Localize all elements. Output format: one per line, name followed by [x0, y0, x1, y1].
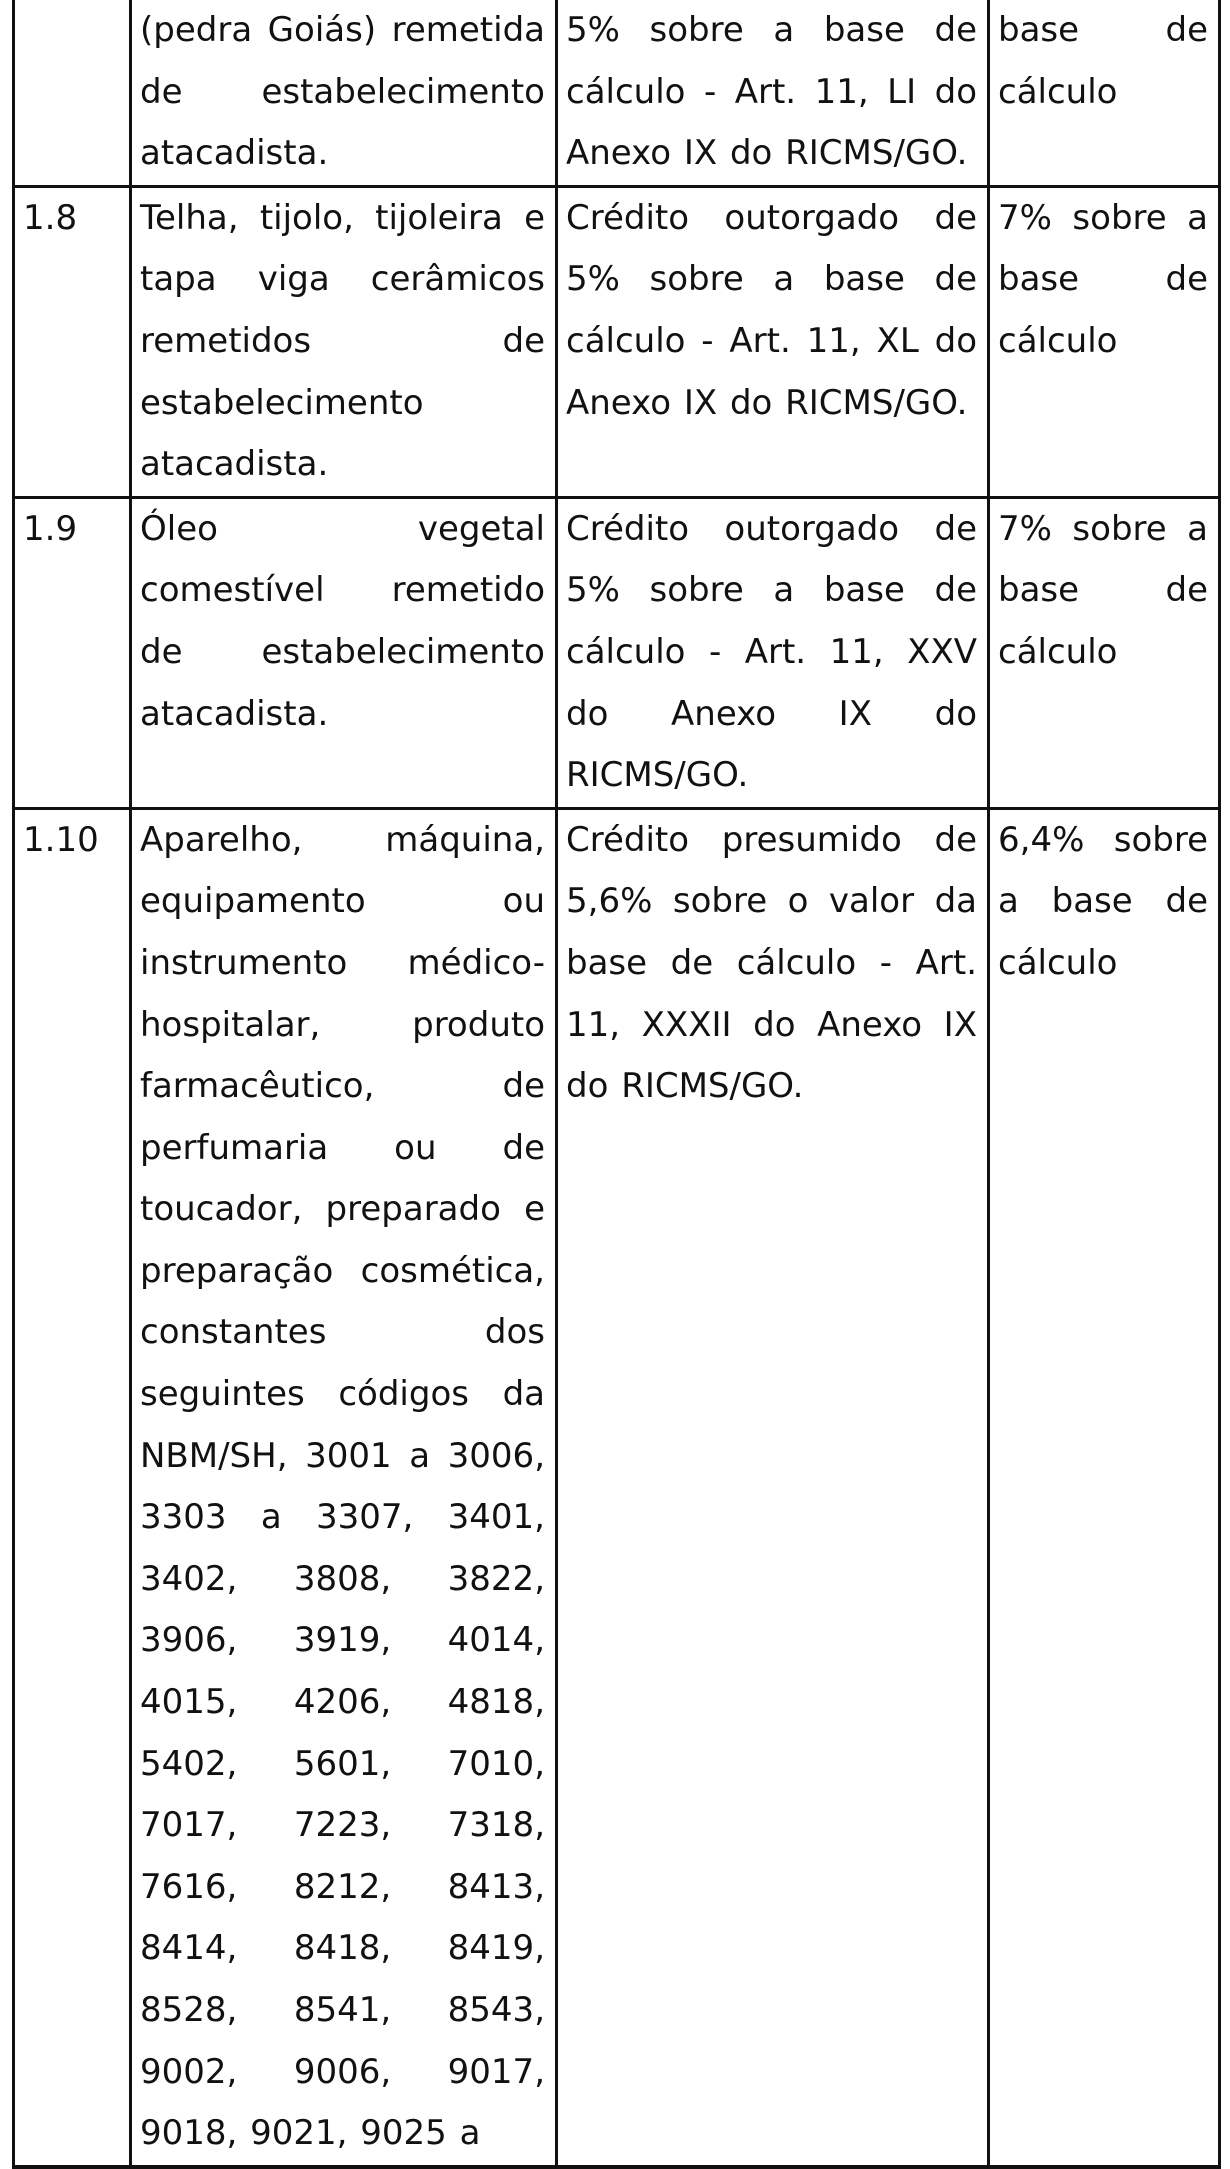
benefit-cell: 5% sobre a base de cálculo - Art. 11, LI do Anexo IX do RICMS/GO. [557, 0, 989, 186]
tax-load-cell: 6,4% sobre a base de cálculo [989, 808, 1220, 2167]
description-cell: (pedra Goiás) remetida de estabelecimento atacadista. [131, 0, 557, 186]
tax-load-cell: base de cálculo [989, 0, 1220, 186]
description-cell: Aparelho, máquina, equipamento ou instrumento médico-hospitalar, produto farmacêutico, de perfumaria ou de toucador, preparado e preparação cosmética, constantes dos seguintes códigos da NBM/SH, 3001 a 3006, 3303 a 3307, 3401, 3402, 3808, 3822, 3906, 3919, 4014, 4015, 4206, 4818, 5402, 5601, 7010, 7017, 7223, 7318, 7616, 8212, 8413, 8414, 8418, 8419, 8528, 8541, 8543, 9002, 9006, 9017, 9018, 9021, 9025 a [131, 808, 557, 2167]
description-cell: Telha, tijolo, tijoleira e tapa viga cerâmicos remetidos de estabelecimento atacadista. [131, 186, 557, 497]
benefit-cell: Crédito outorgado de 5% sobre a base de cálculo - Art. 11, XXV do Anexo IX do RICMS/GO. [557, 497, 989, 808]
tax-benefit-table [12, 0, 1221, 2169]
benefit-cell: Crédito outorgado de 5% sobre a base de cálculo - Art. 11, XL do Anexo IX do RICMS/GO. [557, 186, 989, 497]
item-number-cell: 1.8 [14, 186, 131, 497]
table-row [14, 808, 1220, 2167]
benefit-cell: Crédito presumido de 5,6% sobre o valor da base de cálculo - Art. 11, XXXII do Anexo IX do RICMS/GO. [557, 808, 989, 2167]
table-row [14, 497, 1220, 808]
item-number-cell: 1.10 [14, 808, 131, 2167]
tax-load-cell: 7% sobre a base de cálculo [989, 497, 1220, 808]
item-number-cell: 1.9 [14, 497, 131, 808]
table-row [14, 0, 1220, 186]
tax-load-cell: 7% sobre a base de cálculo [989, 186, 1220, 497]
table-row [14, 186, 1220, 497]
description-cell: Óleo vegetal comestível remetido de estabelecimento atacadista. [131, 497, 557, 808]
item-number-cell [14, 0, 131, 186]
